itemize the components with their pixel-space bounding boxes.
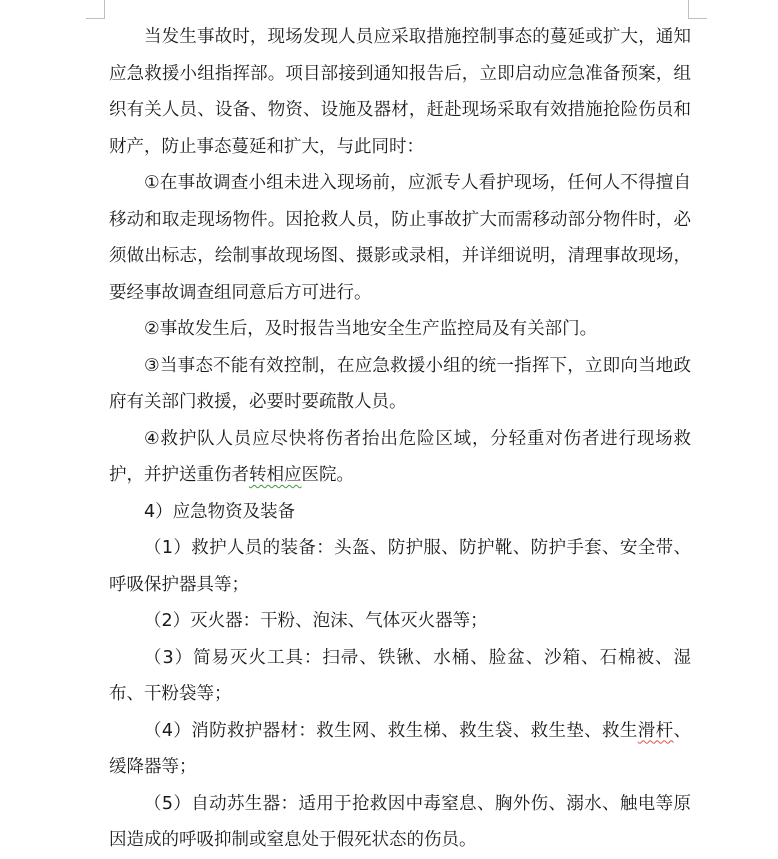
equipment-item-2: （2）灭火器：干粉、泡沫、气体灭火器等； bbox=[144, 611, 488, 631]
paragraph-item-1: ①在事故调查小组未进入现场前，应派专人看护现场，任何人不得擅自移动和取走现场物件。因抢救人员，防止事故扩大而需移动部分物件时，必须做出标志，绘制事故现场图、摄影或录相，并详细说明，清理事故现场，要经事故调查组同意后方可进行。 bbox=[109, 173, 691, 303]
paragraph-item-3: ③当事态不能有效控制，在应急救援小组的统一指挥下，立即向当地政府有关部门救援，必要时要疏散人员。 bbox=[109, 355, 691, 412]
section-heading: 4）应急物资及装备 bbox=[144, 501, 296, 522]
paragraph-item-4 bbox=[109, 421, 691, 494]
paragraph-item-2: ②事故发生后，及时报告当地安全生产监控局及有关部门。 bbox=[144, 319, 598, 339]
crop-mark-top-left bbox=[104, 0, 105, 18]
text-run: 、缓降器等； bbox=[109, 720, 692, 777]
spelling-marked-text: 滑杆 bbox=[637, 720, 674, 741]
grammar-marked-text: 转相应 bbox=[249, 465, 302, 485]
equipment-item-1: （1）救护人员的装备：头盔、防护服、防护靴、防护手套、安全带、呼吸保护器具等； bbox=[109, 538, 691, 595]
crop-mark-top-left bbox=[86, 18, 105, 19]
document-body[interactable] bbox=[109, 19, 691, 859]
crop-mark-top-right bbox=[688, 0, 689, 18]
equipment-item-5: （5）自动苏生器：适用于抢救因中毒窒息、胸外伤、溺水、触电等原因造成的呼吸抑制或窒息处于假死状态的伤员。 bbox=[109, 793, 691, 850]
text-run: 医院。 bbox=[301, 465, 354, 485]
paragraph-emergency-response: 当发生事故时，现场发现人员应采取措施控制事态的蔓延或扩大，通知应急救援小组指挥部。项目部接到通知报告后，立即启动应急准备预案，组织有关人员、设备、物资、设施及器材，赶赴现场采取有效措施抢险伤员和财产，防止事态蔓延和扩大，与此同时： bbox=[109, 27, 691, 157]
equipment-item-4 bbox=[109, 713, 691, 786]
text-run: ④救护队人员应尽快将伤者抬出危险区域，分轻重对伤者进行现场救护，并护送重伤者 bbox=[109, 428, 691, 485]
equipment-item-3: （3）简易灭火工具：扫帚、铁锹、水桶、脸盆、沙箱、石棉被、湿布、干粉袋等； bbox=[109, 647, 691, 704]
text-run: （4）消防救护器材：救生网、救生梯、救生袋、救生垫、救生 bbox=[144, 720, 638, 741]
